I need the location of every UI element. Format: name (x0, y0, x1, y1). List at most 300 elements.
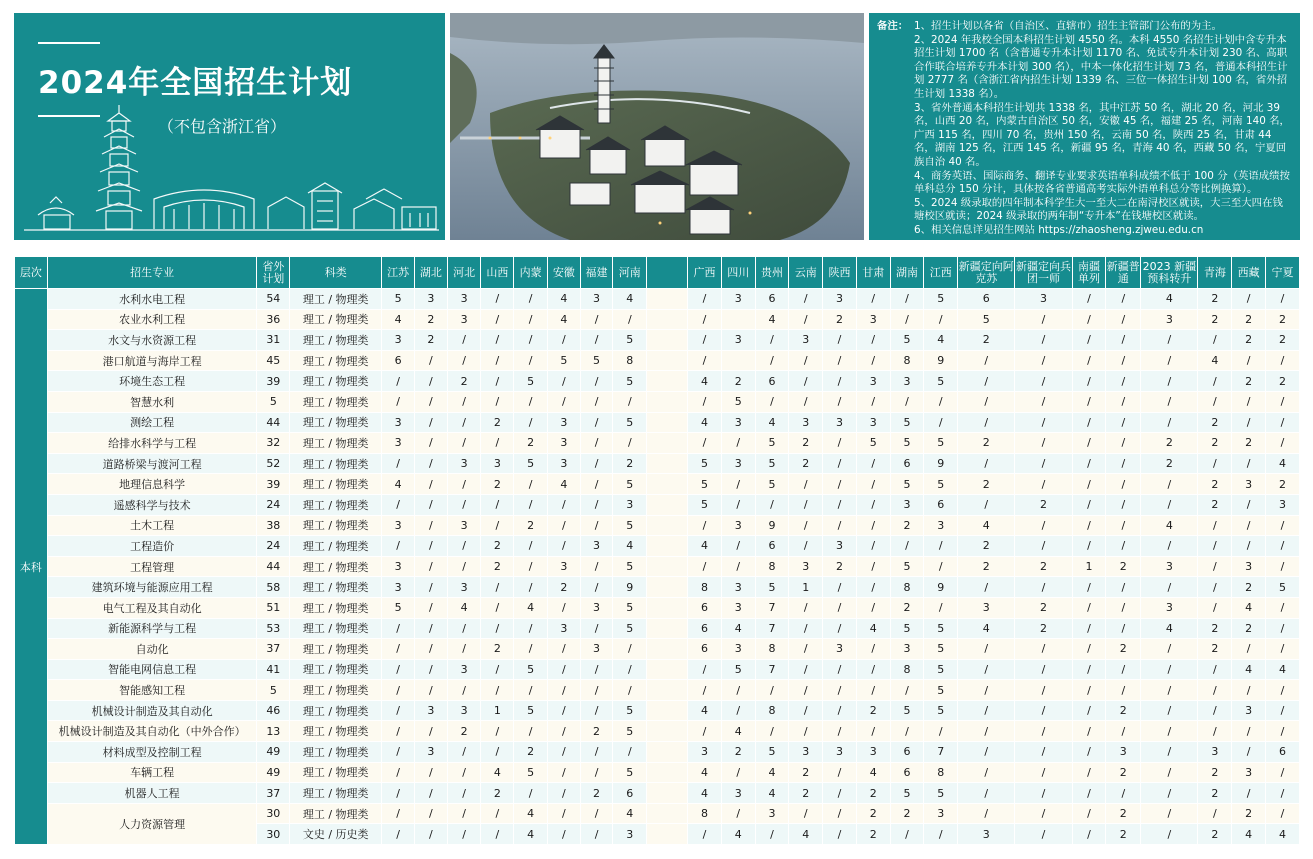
quota-cell: / (1015, 639, 1072, 660)
quota-cell: / (547, 762, 580, 783)
quota-cell: 5 (924, 680, 958, 701)
quota-cell: / (547, 391, 580, 412)
quota-cell: / (1072, 536, 1106, 557)
quota-cell: / (856, 494, 890, 515)
spacer-cell (647, 474, 688, 495)
quota-cell: / (789, 289, 823, 310)
quota-cell: / (1265, 762, 1299, 783)
quota-cell: 2 (1015, 494, 1072, 515)
quota-cell: 5 (382, 597, 415, 618)
total-cell: 5 (257, 391, 290, 412)
quota-cell: / (514, 680, 548, 701)
quota-cell: 3 (382, 577, 415, 598)
quota-cell: / (1265, 350, 1299, 371)
quota-cell: / (1072, 783, 1106, 804)
total-cell: 24 (257, 536, 290, 557)
quota-cell: 3 (1265, 494, 1299, 515)
quota-cell: / (856, 556, 890, 577)
category-cell: 理工 / 物理类 (290, 680, 382, 701)
table-row (15, 494, 1300, 515)
quota-cell: 4 (1265, 453, 1299, 474)
quota-cell: 2 (447, 721, 481, 742)
quota-cell: 2 (1198, 309, 1232, 330)
major-cell: 智能感知工程 (47, 680, 257, 701)
quota-cell: / (580, 803, 613, 824)
quota-cell: / (823, 371, 857, 392)
quota-cell: / (856, 536, 890, 557)
table-row (15, 289, 1300, 310)
column-header (647, 257, 688, 289)
quota-cell: 3 (447, 309, 481, 330)
quota-cell: 4 (958, 515, 1015, 536)
quota-cell: 3 (580, 597, 613, 618)
quota-cell: 2 (1198, 289, 1232, 310)
spacer-cell (647, 494, 688, 515)
quota-cell: 6 (613, 783, 647, 804)
quota-cell: / (958, 639, 1015, 660)
quota-cell: / (1072, 618, 1106, 639)
quota-cell: 2 (1106, 556, 1141, 577)
quota-cell: 4 (688, 783, 722, 804)
quota-cell: 4 (382, 309, 415, 330)
quota-cell: 5 (924, 618, 958, 639)
category-cell: 理工 / 物理类 (290, 433, 382, 454)
quota-cell: / (414, 639, 447, 660)
quota-cell: 3 (1141, 556, 1198, 577)
quota-cell: / (1198, 721, 1232, 742)
quota-cell: / (1072, 350, 1106, 371)
quota-cell: 2 (789, 783, 823, 804)
quota-cell: 3 (890, 639, 924, 660)
quota-cell: 4 (514, 803, 548, 824)
quota-cell: / (382, 700, 415, 721)
quota-cell: 3 (823, 412, 857, 433)
quota-cell: 4 (382, 474, 415, 495)
spacer-cell (647, 433, 688, 454)
quota-cell: 4 (755, 762, 789, 783)
quota-cell: / (1072, 433, 1106, 454)
quota-cell: / (1265, 721, 1299, 742)
category-cell: 理工 / 物理类 (290, 494, 382, 515)
quota-cell: / (755, 494, 789, 515)
quota-cell: 2 (1015, 556, 1072, 577)
quota-cell: / (547, 597, 580, 618)
spacer-cell (647, 289, 688, 310)
quota-cell: 3 (721, 330, 755, 351)
quota-cell: / (1072, 639, 1106, 660)
quota-cell: / (1015, 330, 1072, 351)
quota-cell: 5 (856, 433, 890, 454)
quota-cell: / (547, 680, 580, 701)
quota-cell: 4 (1232, 597, 1266, 618)
quota-cell: / (1106, 350, 1141, 371)
quota-cell: 3 (789, 412, 823, 433)
quota-cell: / (1141, 536, 1198, 557)
quota-cell: / (890, 721, 924, 742)
quota-cell: 2 (1141, 453, 1198, 474)
quota-cell: / (958, 453, 1015, 474)
quota-cell: / (382, 659, 415, 680)
quota-cell: 2 (890, 597, 924, 618)
quota-cell: 3 (414, 289, 447, 310)
quota-cell: 3 (1232, 700, 1266, 721)
spacer-cell (647, 783, 688, 804)
note-item: 3、省外普通本科招生计划共 1338 名，其中江苏 50 名，湖北 20 名，河北 39 名，山西 20 名，内蒙古自治区 50 名，安徽 45 名，福建 25 名，河南 140 名，广西 115 名，四川 70 名，贵州 150 名，云南 50 名，陕西 25 名，甘肃 44 名，湖南 125 名，江西 145 名，新疆 95 名，青海 40 名，西藏 50 名，宁夏回族自治 40 名。 (914, 101, 1290, 168)
quota-cell: / (1106, 474, 1141, 495)
quota-cell: 2 (856, 824, 890, 845)
table-row (15, 803, 1300, 824)
table-row (15, 330, 1300, 351)
note-item: 5、2024 级录取的四年制本科学生大一至大二在南浔校区就读，大三至大四在钱塘校区就读；2024 级录取的两年制“专升本”在钱塘校区就读。 (914, 196, 1283, 223)
quota-cell: / (1141, 824, 1198, 845)
major-cell: 道路桥梁与渡河工程 (47, 453, 257, 474)
quota-cell: 6 (924, 494, 958, 515)
quota-cell: 3 (382, 556, 415, 577)
quota-cell: 3 (547, 453, 580, 474)
spacer-cell (647, 350, 688, 371)
category-cell: 理工 / 物理类 (290, 783, 382, 804)
category-cell: 理工 / 物理类 (290, 515, 382, 536)
column-header: 河南 (613, 257, 647, 289)
major-cell: 车辆工程 (47, 762, 257, 783)
spacer-cell (647, 453, 688, 474)
quota-cell: 5 (514, 659, 548, 680)
quota-cell: 3 (755, 803, 789, 824)
quota-cell: 3 (789, 556, 823, 577)
quota-cell: 2 (1265, 474, 1299, 495)
quota-cell: / (924, 391, 958, 412)
quota-cell: 6 (688, 597, 722, 618)
quota-cell: 5 (613, 556, 647, 577)
quota-cell: / (414, 453, 447, 474)
quota-cell: 3 (721, 597, 755, 618)
notes-list (914, 20, 1290, 238)
quota-cell: / (1106, 659, 1141, 680)
quota-cell: 4 (755, 309, 789, 330)
quota-cell: 2 (958, 536, 1015, 557)
quota-cell: 5 (688, 494, 722, 515)
quota-cell: / (1265, 433, 1299, 454)
category-cell: 理工 / 物理类 (290, 371, 382, 392)
quota-cell: 3 (547, 433, 580, 454)
quota-cell: / (547, 803, 580, 824)
quota-cell: 2 (789, 433, 823, 454)
quota-cell: 6 (755, 371, 789, 392)
quota-cell: / (1015, 742, 1072, 763)
quota-cell: / (688, 824, 722, 845)
quota-cell: / (580, 680, 613, 701)
quota-cell: / (1015, 824, 1072, 845)
quota-cell: / (721, 494, 755, 515)
quota-cell: / (1015, 803, 1072, 824)
quota-cell: / (580, 618, 613, 639)
quota-cell: / (958, 391, 1015, 412)
quota-cell: 5 (755, 742, 789, 763)
spacer-cell (647, 412, 688, 433)
major-cell: 测绘工程 (47, 412, 257, 433)
quota-cell: / (514, 783, 548, 804)
quota-cell: / (823, 453, 857, 474)
quota-cell: / (514, 536, 548, 557)
table-row (15, 639, 1300, 660)
title-banner (14, 13, 445, 240)
quota-cell: / (789, 803, 823, 824)
quota-cell: / (1265, 680, 1299, 701)
category-cell: 理工 / 物理类 (290, 350, 382, 371)
quota-cell: / (382, 536, 415, 557)
quota-cell: / (1106, 783, 1141, 804)
quota-cell: / (1141, 783, 1198, 804)
quota-cell: 3 (789, 742, 823, 763)
quota-cell: 2 (721, 742, 755, 763)
quota-cell: / (414, 536, 447, 557)
quota-cell: / (414, 762, 447, 783)
quota-cell: / (481, 618, 514, 639)
quota-cell: / (1232, 494, 1266, 515)
quota-cell: / (856, 597, 890, 618)
quota-cell: 2 (481, 536, 514, 557)
quota-cell: 4 (1232, 824, 1266, 845)
table-row (15, 618, 1300, 639)
quota-cell: 2 (721, 371, 755, 392)
quota-cell: 2 (856, 783, 890, 804)
quota-cell: / (1106, 412, 1141, 433)
spacer-cell (647, 330, 688, 351)
quota-cell: 4 (1265, 659, 1299, 680)
quota-cell: / (789, 391, 823, 412)
quota-cell: / (721, 433, 755, 454)
quota-cell: 2 (481, 639, 514, 660)
quota-cell: / (447, 680, 481, 701)
quota-cell: 3 (856, 371, 890, 392)
column-header: 科类 (290, 257, 382, 289)
category-cell: 理工 / 物理类 (290, 659, 382, 680)
quota-cell: 3 (823, 536, 857, 557)
quota-cell: / (890, 680, 924, 701)
quota-cell: 4 (547, 289, 580, 310)
quota-cell: / (823, 330, 857, 351)
quota-cell: 2 (547, 577, 580, 598)
quota-cell: / (580, 391, 613, 412)
category-cell: 理工 / 物理类 (290, 412, 382, 433)
quota-cell: / (1141, 680, 1198, 701)
quota-cell: 4 (688, 700, 722, 721)
quota-cell: 5 (514, 371, 548, 392)
column-header: 江苏 (382, 257, 415, 289)
quota-cell: 2 (856, 803, 890, 824)
category-cell: 理工 / 物理类 (290, 309, 382, 330)
quota-cell: 5 (890, 783, 924, 804)
category-cell: 理工 / 物理类 (290, 721, 382, 742)
quota-cell: / (580, 700, 613, 721)
quota-cell: / (958, 659, 1015, 680)
quota-cell: 4 (856, 762, 890, 783)
quota-cell: / (613, 309, 647, 330)
quota-cell: / (890, 309, 924, 330)
spacer-cell (647, 659, 688, 680)
quota-cell (721, 309, 755, 330)
quota-cell: / (958, 577, 1015, 598)
quota-cell: / (1198, 700, 1232, 721)
quota-cell: 2 (1232, 618, 1266, 639)
quota-cell: 2 (447, 371, 481, 392)
quota-cell: / (1072, 680, 1106, 701)
quota-cell: 3 (958, 824, 1015, 845)
quota-cell: / (580, 433, 613, 454)
quota-cell: / (1265, 700, 1299, 721)
quota-cell: / (1072, 515, 1106, 536)
column-header: 新疆普通 (1106, 257, 1141, 289)
quota-cell: / (514, 309, 548, 330)
quota-cell: 9 (613, 577, 647, 598)
quota-cell: / (856, 577, 890, 598)
quota-cell: / (924, 556, 958, 577)
quota-cell: / (382, 803, 415, 824)
quota-cell: / (1265, 536, 1299, 557)
quota-cell: / (547, 515, 580, 536)
quota-cell: / (688, 515, 722, 536)
quota-cell: 4 (514, 824, 548, 845)
quota-cell: / (1015, 433, 1072, 454)
quota-cell: / (958, 783, 1015, 804)
quota-cell: / (721, 556, 755, 577)
quota-cell: 3 (613, 824, 647, 845)
quota-cell: / (447, 330, 481, 351)
quota-cell: / (1072, 721, 1106, 742)
quota-cell: 9 (924, 453, 958, 474)
category-cell: 理工 / 物理类 (290, 330, 382, 351)
total-cell: 38 (257, 515, 290, 536)
column-header: 安徽 (547, 257, 580, 289)
table-row (15, 536, 1300, 557)
quota-cell: / (414, 577, 447, 598)
total-cell: 37 (257, 639, 290, 660)
quota-cell: 2 (481, 556, 514, 577)
quota-cell: / (789, 309, 823, 330)
quota-cell: 5 (514, 700, 548, 721)
quota-cell: / (447, 474, 481, 495)
total-cell: 36 (257, 309, 290, 330)
quota-cell: / (823, 680, 857, 701)
quota-cell: 8 (755, 556, 789, 577)
title-rule-bottom (38, 115, 100, 117)
note-item: 1、招生计划以各省（自治区、直辖市）招生主管部门公布的为主。 (914, 20, 1222, 32)
quota-cell: / (823, 803, 857, 824)
quota-cell: / (789, 371, 823, 392)
quota-cell: 4 (514, 597, 548, 618)
quota-cell: / (414, 391, 447, 412)
quota-cell: / (447, 742, 481, 763)
quota-cell: / (856, 330, 890, 351)
quota-cell: / (1106, 371, 1141, 392)
quota-cell: 2 (1232, 330, 1266, 351)
major-cell: 港口航道与海岸工程 (47, 350, 257, 371)
quota-cell: / (1265, 515, 1299, 536)
quota-cell: / (823, 721, 857, 742)
quota-cell: / (1141, 350, 1198, 371)
quota-cell: / (580, 494, 613, 515)
quota-cell: / (447, 618, 481, 639)
quota-cell: 4 (789, 824, 823, 845)
quota-cell: 2 (1198, 762, 1232, 783)
quota-cell: 6 (755, 536, 789, 557)
quota-cell: / (481, 515, 514, 536)
quota-cell: / (447, 391, 481, 412)
quota-cell: / (1106, 494, 1141, 515)
column-header: 四川 (721, 257, 755, 289)
quota-cell: / (514, 289, 548, 310)
column-header: 内蒙 (514, 257, 548, 289)
quota-cell: 3 (721, 289, 755, 310)
quota-cell: / (1015, 350, 1072, 371)
quota-cell: 5 (613, 721, 647, 742)
table-row (15, 721, 1300, 742)
quota-cell: / (1198, 803, 1232, 824)
quota-cell: 3 (1141, 309, 1198, 330)
quota-cell: / (414, 824, 447, 845)
quota-cell: 3 (414, 700, 447, 721)
quota-cell: 2 (1232, 433, 1266, 454)
quota-cell: / (1265, 639, 1299, 660)
quota-cell: / (514, 618, 548, 639)
quota-cell: 3 (447, 700, 481, 721)
level-cell: 本科 (15, 289, 48, 845)
quota-cell: / (1232, 412, 1266, 433)
quota-cell: / (1198, 597, 1232, 618)
quota-cell: / (1072, 659, 1106, 680)
quota-cell: 1 (789, 577, 823, 598)
quota-cell: 5 (613, 515, 647, 536)
quota-cell: / (382, 618, 415, 639)
quota-cell: / (688, 350, 722, 371)
quota-cell: 3 (580, 639, 613, 660)
quota-cell: / (481, 803, 514, 824)
quota-cell: / (1106, 515, 1141, 536)
quota-cell: / (1072, 330, 1106, 351)
quota-cell: / (382, 391, 415, 412)
quota-cell: 2 (1198, 433, 1232, 454)
quota-cell: / (890, 824, 924, 845)
quota-cell: 3 (447, 577, 481, 598)
quota-cell: 1 (481, 700, 514, 721)
note-item: 2、2024 年我校全国本科招生计划 4550 名。本科 4550 名招生计划中含专升本招生计划 1700 名（含普通专升本计划 1170 名、免试专升本计划 230 名、高职合作联合培养专升本计划 300 名），中本一体化招生计划 73 名，普通本科招生计划 2777 名（含浙江省内招生计划 1339 名、三位一体招生计划 100 名，省外招生计划 1338 名）。 (914, 33, 1288, 100)
quota-cell: / (613, 742, 647, 763)
quota-cell: / (1072, 474, 1106, 495)
quota-cell: / (613, 639, 647, 660)
quota-cell: / (856, 289, 890, 310)
quota-cell: / (382, 783, 415, 804)
quota-cell: 3 (447, 289, 481, 310)
column-header: 江西 (924, 257, 958, 289)
quota-cell: 3 (924, 515, 958, 536)
quota-cell: 3 (1141, 597, 1198, 618)
category-cell: 理工 / 物理类 (290, 700, 382, 721)
column-header: 宁夏 (1265, 257, 1299, 289)
quota-cell: / (613, 433, 647, 454)
quota-cell: 2 (1232, 309, 1266, 330)
quota-cell: 4 (613, 536, 647, 557)
quota-cell: 4 (1265, 824, 1299, 845)
quota-cell: / (924, 536, 958, 557)
quota-cell: 4 (613, 803, 647, 824)
total-cell: 39 (257, 474, 290, 495)
quota-cell: / (447, 803, 481, 824)
quota-cell: / (755, 721, 789, 742)
quota-cell: 3 (1198, 742, 1232, 763)
quota-cell: 3 (856, 742, 890, 763)
quota-cell: 3 (721, 453, 755, 474)
quota-cell: 8 (924, 762, 958, 783)
